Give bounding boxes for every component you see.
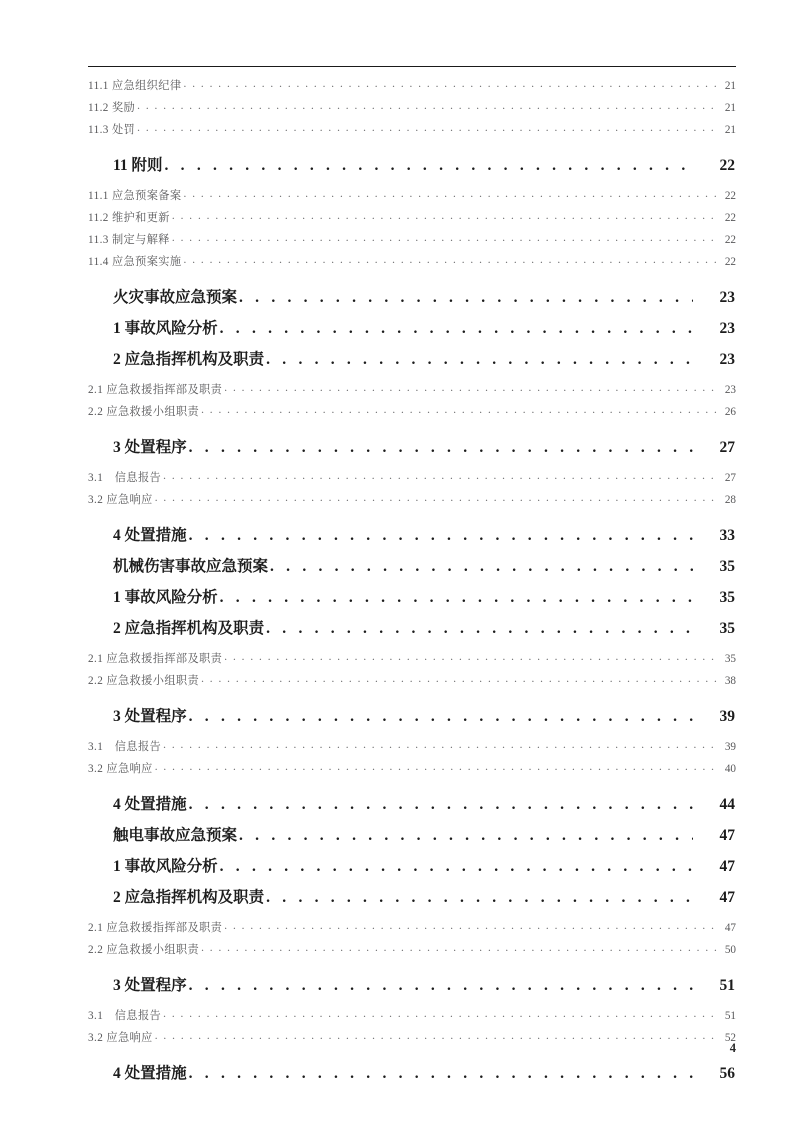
toc-entry[interactable] (113, 701, 735, 732)
toc-entry-page-number: 21 (724, 102, 736, 114)
toc-entry-label: 3.1 信息报告 (88, 1010, 162, 1022)
toc-entry-label: 火灾事故应急预案 (113, 289, 238, 306)
toc-dot-leader (270, 553, 693, 571)
toc-dot-leader (220, 853, 693, 871)
toc-entry-label: 2.1 应急救援指挥部及职责 (88, 384, 223, 396)
toc-entry-page-number: 21 (724, 80, 736, 92)
toc-entry[interactable] (88, 119, 736, 141)
toc-entry-label: 2 应急指挥机构及职责 (113, 351, 265, 368)
toc-entry-label: 4 处置措施 (113, 1065, 187, 1082)
toc-entry-page-number: 35 (719, 620, 735, 637)
toc-entry[interactable] (88, 1027, 736, 1049)
toc-entry-label: 机械伤害事故应急预案 (113, 558, 269, 575)
toc-entry-page-number: 52 (724, 1032, 736, 1044)
toc-entry[interactable] (88, 401, 736, 423)
toc-entry-page-number: 56 (719, 1065, 735, 1082)
toc-dot-leader (189, 522, 693, 540)
toc-dot-leader (189, 972, 693, 990)
toc-entry[interactable] (113, 882, 735, 913)
toc-entry[interactable] (113, 1058, 735, 1089)
toc-entry-page-number: 47 (724, 922, 736, 934)
toc-dot-leader (172, 207, 717, 221)
toc-dot-leader (224, 917, 717, 931)
toc-entry-label: 3 处置程序 (113, 977, 187, 994)
toc-entry-label: 4 处置措施 (113, 527, 187, 544)
toc-entry[interactable] (88, 489, 736, 511)
toc-dot-leader (220, 584, 693, 602)
toc-entry-label: 3.2 应急响应 (88, 1032, 153, 1044)
table-of-contents (88, 66, 736, 1089)
toc-dot-leader (184, 185, 718, 199)
toc-entry-label: 3.1 信息报告 (88, 472, 162, 484)
toc-entry-page-number: 23 (719, 351, 735, 368)
toc-entry-label: 11.2 维护和更新 (88, 212, 170, 224)
page-number-folio: 4 (729, 1041, 736, 1055)
toc-entry-label: 2.2 应急救援小组职责 (88, 406, 200, 418)
toc-dot-leader (163, 736, 717, 750)
toc-dot-leader (224, 379, 717, 393)
toc-entry-page-number: 47 (719, 827, 735, 844)
toc-dot-leader (155, 1027, 717, 1041)
toc-entry-page-number: 21 (724, 124, 736, 136)
toc-dot-leader (189, 791, 693, 809)
toc-entry[interactable] (88, 251, 736, 273)
toc-entry[interactable] (113, 851, 735, 882)
toc-group-spacer (88, 780, 736, 789)
toc-entry-label: 1 事故风险分析 (113, 589, 218, 606)
toc-entry-page-number: 44 (719, 796, 735, 813)
toc-dot-leader (155, 758, 717, 772)
toc-dot-leader (137, 119, 717, 133)
toc-dot-leader (239, 822, 693, 840)
toc-dot-leader (163, 1005, 717, 1019)
toc-group-spacer (88, 692, 736, 701)
toc-entry-page-number: 23 (719, 289, 735, 306)
toc-entry-page-number: 23 (724, 384, 736, 396)
toc-group-spacer (88, 1049, 736, 1058)
toc-entry-label: 2 应急指挥机构及职责 (113, 620, 265, 637)
toc-entry-label: 11.3 制定与解释 (88, 234, 170, 246)
toc-entry-page-number: 26 (724, 406, 736, 418)
toc-entry[interactable] (113, 313, 735, 344)
toc-entry-page-number: 35 (724, 653, 736, 665)
toc-entry[interactable] (88, 379, 736, 401)
toc-entry-page-number: 27 (724, 472, 736, 484)
toc-entry-page-number: 47 (719, 858, 735, 875)
toc-entry-page-number: 38 (724, 675, 736, 687)
toc-entry-label: 11.1 应急预案备案 (88, 190, 182, 202)
toc-entry[interactable] (113, 970, 735, 1001)
toc-entry[interactable] (88, 185, 736, 207)
toc-group-spacer (88, 961, 736, 970)
toc-entry[interactable] (88, 917, 736, 939)
toc-dot-leader (165, 152, 693, 170)
toc-entry[interactable] (88, 670, 736, 692)
toc-entry[interactable] (88, 758, 736, 780)
toc-entry-page-number: 35 (719, 558, 735, 575)
toc-dot-leader (184, 75, 718, 89)
toc-entry-page-number: 47 (719, 889, 735, 906)
toc-entry-label: 11.1 应急组织纪律 (88, 80, 182, 92)
toc-entry-page-number: 35 (719, 589, 735, 606)
toc-entry-label: 11.4 应急预案实施 (88, 256, 182, 268)
toc-dot-leader (189, 434, 693, 452)
toc-dot-leader (201, 401, 717, 415)
toc-entry-page-number: 22 (724, 234, 736, 246)
toc-dot-leader (220, 315, 693, 333)
toc-entry-label: 2.2 应急救援小组职责 (88, 944, 200, 956)
toc-entry-page-number: 22 (724, 190, 736, 202)
toc-dot-leader (201, 939, 717, 953)
toc-entry-label: 3 处置程序 (113, 439, 187, 456)
toc-entry[interactable] (113, 613, 735, 644)
toc-entry-label: 11 附则 (113, 157, 163, 174)
toc-entry-label: 1 事故风险分析 (113, 320, 218, 337)
toc-dot-leader (224, 648, 717, 662)
toc-dot-leader (137, 97, 717, 111)
toc-entry-label: 4 处置措施 (113, 796, 187, 813)
toc-entry-label: 2.1 应急救援指挥部及职责 (88, 653, 223, 665)
toc-group-spacer (88, 141, 736, 150)
toc-entry-page-number: 22 (719, 157, 735, 174)
toc-dot-leader (189, 703, 693, 721)
toc-entry-label: 2.1 应急救援指挥部及职责 (88, 922, 223, 934)
toc-entry-page-number: 22 (724, 212, 736, 224)
toc-group-spacer (88, 273, 736, 282)
toc-entry[interactable] (88, 207, 736, 229)
toc-dot-leader (266, 346, 693, 364)
toc-entry-list (88, 75, 736, 1089)
toc-entry[interactable] (88, 736, 736, 758)
toc-entry-page-number: 28 (724, 494, 736, 506)
toc-entry-page-number: 40 (724, 763, 736, 775)
toc-entry[interactable] (88, 75, 736, 97)
header-rule (88, 66, 736, 67)
toc-entry-label: 1 事故风险分析 (113, 858, 218, 875)
toc-entry-label: 3.2 应急响应 (88, 763, 153, 775)
toc-entry-page-number: 51 (724, 1010, 736, 1022)
toc-entry-page-number: 23 (719, 320, 735, 337)
toc-entry-page-number: 50 (724, 944, 736, 956)
toc-entry-label: 11.2 奖励 (88, 102, 136, 114)
toc-entry-label: 触电事故应急预案 (113, 827, 238, 844)
toc-dot-leader (155, 489, 717, 503)
toc-entry-label: 11.3 处罚 (88, 124, 136, 136)
toc-entry-page-number: 22 (724, 256, 736, 268)
toc-entry-label: 2.2 应急救援小组职责 (88, 675, 200, 687)
toc-entry[interactable] (88, 229, 736, 251)
toc-entry[interactable] (88, 1005, 736, 1027)
toc-entry[interactable] (88, 97, 736, 119)
toc-entry[interactable] (113, 582, 735, 613)
toc-dot-leader (172, 229, 717, 243)
toc-entry[interactable] (113, 282, 735, 313)
toc-dot-leader (266, 615, 693, 633)
toc-group-spacer (88, 423, 736, 432)
toc-entry[interactable] (113, 789, 735, 820)
toc-entry-label: 3.1 信息报告 (88, 741, 162, 753)
toc-group-spacer (88, 511, 736, 520)
toc-entry[interactable] (88, 467, 736, 489)
toc-dot-leader (239, 284, 693, 302)
toc-entry-label: 2 应急指挥机构及职责 (113, 889, 265, 906)
toc-entry-page-number: 27 (719, 439, 735, 456)
toc-entry-label: 3.2 应急响应 (88, 494, 153, 506)
toc-entry-page-number: 51 (719, 977, 735, 994)
toc-entry-label: 3 处置程序 (113, 708, 187, 725)
toc-dot-leader (189, 1060, 693, 1078)
toc-dot-leader (266, 884, 693, 902)
toc-dot-leader (184, 251, 718, 265)
toc-entry[interactable] (113, 344, 735, 375)
toc-entry-page-number: 39 (724, 741, 736, 753)
toc-entry[interactable] (88, 939, 736, 961)
toc-entry[interactable] (113, 150, 735, 181)
toc-entry[interactable] (88, 648, 736, 670)
toc-entry-page-number: 39 (719, 708, 735, 725)
toc-entry[interactable] (113, 551, 735, 582)
toc-entry[interactable] (113, 432, 735, 463)
toc-entry-page-number: 33 (719, 527, 735, 544)
toc-entry[interactable] (113, 820, 735, 851)
toc-dot-leader (163, 467, 717, 481)
toc-dot-leader (201, 670, 717, 684)
toc-entry[interactable] (113, 520, 735, 551)
